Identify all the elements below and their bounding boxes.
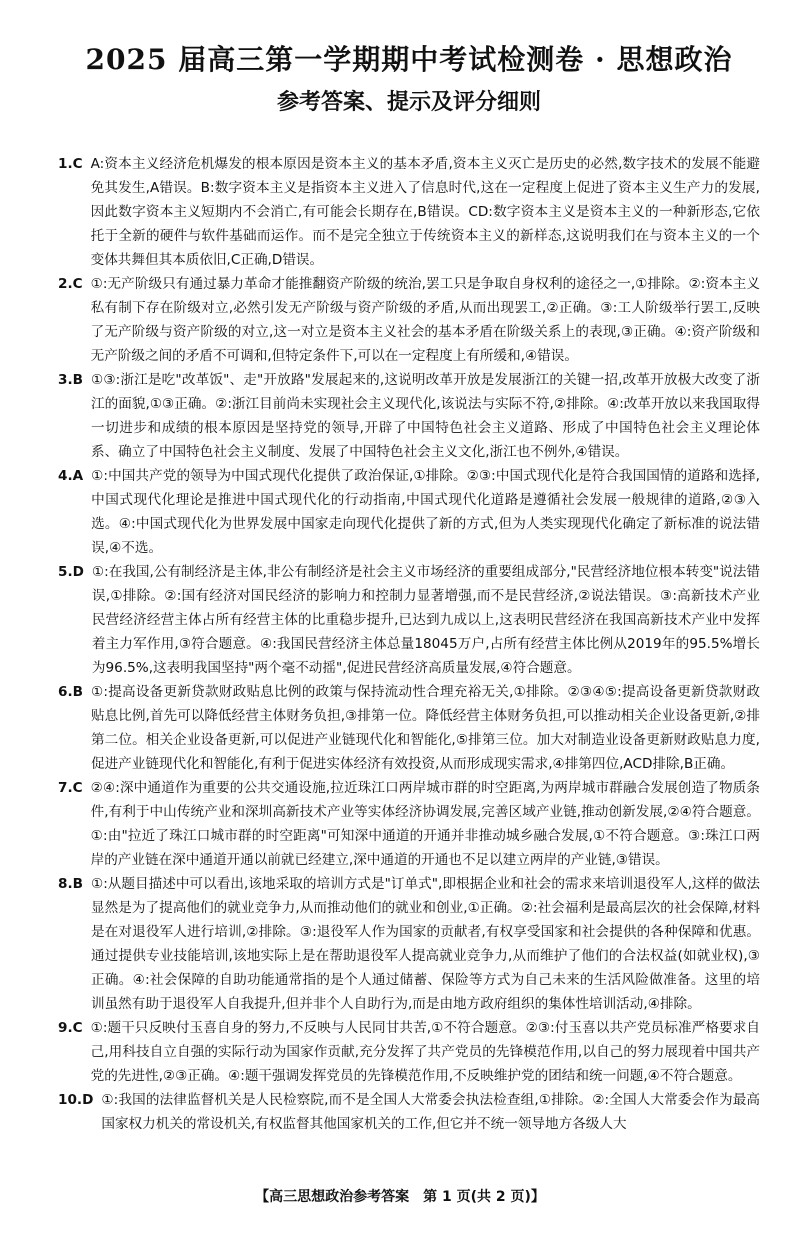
document-subtitle: 参考答案、提示及评分细则 [276, 90, 541, 115]
page-footer: 【高三思想政治参考答案 第 1 页(共 2 页)】 [255, 1189, 545, 1205]
answer-number: 10.D [58, 1092, 94, 1108]
answer-number: 4.A [58, 468, 84, 484]
answer-explanation: A:资本主义经济危机爆发的根本原因是资本主义的基本矛盾,资本主义灭亡是历史的必然,数字技术的发展不能避免其发生,A错误。B:数字资本主义是指资本主义进入了信息时代,这在一定程度上促进了资本主义生产力的发展,因此数字资本主义短期内不会消亡,有可能会长期存在,B错误。CD:数字资本主义是资本主义的一种新形态,它依托于全新的硬件与软件基础而运作。而不是完全独立于传统资本主义的新样态,这说明我们在与资本主义的一个变体共舞但其本质依旧,C正确,D错误。 [90, 156, 760, 268]
answer-item [58, 1016, 760, 1088]
answer-number: 8.B [58, 876, 83, 892]
answer-item [58, 464, 760, 560]
answer-item [58, 680, 760, 776]
answer-number: 7.C [58, 780, 83, 796]
answer-explanation: ①:中国共产党的领导为中国式现代化提供了政治保证,①排除。②③:中国式现代化是符合我国国情的道路和选择,中国式现代化理论是推进中国式现代化的行动指南,中国式现代化道路是遵循社会发展一般规律的道路,②③入选。④:中国式现代化为世界发展中国家走向现代化提供了新的方式,但为人类实现现代化确定了新标准的说法错误,④不选。 [91, 468, 760, 556]
answer-number: 9.C [58, 1020, 83, 1036]
answer-explanation: ①:从题目描述中可以看出,该地采取的培训方式是"订单式",即根据企业和社会的需求来培训退役军人,这样的做法显然是为了提高他们的就业竞争力,从而推动他们的就业和创业,①正确。②:社会福利是最高层次的社会保障,材料是在对退役军人进行培训,②排除。③:退役军人作为国家的贡献者,有权享受国家和社会提供的各种保障和优惠。通过提供专业技能培训,该地实际上是在帮助退役军人提高就业竞争力,从而维护了他们的合法权益(如就业权),③正确。④:社会保障的自助功能通常指的是个人通过储蓄、保险等方式为自己未来的生活风险做准备。这里的培训虽然有助于退役军人自我提升,但并非个人自助行为,而是由地方政府组织的集体性培训活动,④排除。 [90, 876, 760, 1012]
answer-item [58, 1088, 760, 1136]
answer-item [58, 560, 760, 680]
answer-item [58, 152, 760, 272]
answer-explanation: ①:无产阶级只有通过暴力革命才能推翻资产阶级的统治,罢工只是争取自身权利的途径之一,①排除。②:资本主义私有制下存在阶级对立,必然引发无产阶级与资产阶级的矛盾,从而出现罢工,②正确。③:工人阶级举行罢工,反映了无产阶级与资产阶级的对立,这一对立是资本主义社会的基本矛盾在阶级关系上的表现,③正确。④:资产阶级和无产阶级之间的矛盾不可调和,但特定条件下,可以在一定程度上有所缓和,④错误。 [90, 276, 760, 364]
answer-item [58, 872, 760, 1016]
answer-item [58, 776, 760, 872]
answer-item [58, 368, 760, 464]
answer-list [58, 152, 760, 1136]
answer-number: 3.B [58, 372, 83, 388]
answer-number: 5.D [58, 564, 84, 580]
answer-explanation: ①:我国的法律监督机关是人民检察院,而不是全国人大常委会执法检查组,①排除。②:全国人大常委会作为最高国家权力机关的常设机关,有权监督其他国家机关的工作,但它并不统一领导地方各级人大 [101, 1092, 760, 1132]
document-title: 2025 届高三第一学期期中考试检测卷 · 思想政治 [85, 43, 733, 76]
answer-number: 2.C [58, 276, 83, 292]
answer-explanation: ①:在我国,公有制经济是主体,非公有制经济是社会主义市场经济的重要组成部分,"民营经济地位根本转变"说法错误,①排除。②:国有经济对国民经济的影响力和控制力显著增强,而不是民营经济,②说法错误。③:高新技术产业民营经济经营主体占所有经营主体的比重稳步提升,已达到九成以上,这表明民营经济在我国高新技术产业中发挥着主力军作用,③符合题意。④:我国民营经济主体总量18045万户,占所有经营主体比例从2019年的95.5%增长为96.5%,这表明我国坚持"两个毫不动摇",促进民营经济高质量发展,④符合题意。 [91, 564, 760, 676]
answer-explanation: ②④:深中通道作为重要的公共交通设施,拉近珠江口两岸城市群的时空距离,为两岸城市群融合发展创造了物质条件,有利于中山传统产业和深圳高新技术产业等实体经济协调发展,完善区域产业链,推动创新发展,②④符合题意。①:由"拉近了珠江口城市群的时空距离"可知深中通道的开通并非推动城乡融合发展,①不符合题意。③:珠江口两岸的产业链在深中通道开通以前就已经建立,深中通道的开通也不足以建立两岸的产业链,③错误。 [90, 780, 760, 868]
answer-number: 1.C [58, 156, 83, 172]
answer-explanation: ①:提高设备更新贷款财政贴息比例的政策与保持流动性合理充裕无关,①排除。②③④⑤:提高设备更新贷款财政贴息比例,首先可以降低经营主体财务负担,③排第一位。降低经营主体财务负担,可以推动相关企业设备更新,②排第二位。相关企业设备更新,可以促进产业链现代化和智能化,⑤排第三位。加大对制造业设备更新财政贴息力度,促进产业链现代化和智能化,有利于促进实体经济有效投资,从而形成现实需求,④排第四位,ACD排除,B正确。 [90, 684, 760, 772]
answer-number: 6.B [58, 684, 83, 700]
answer-item [58, 272, 760, 368]
answer-explanation: ①:题干只反映付玉喜自身的努力,不反映与人民同甘共苦,①不符合题意。②③:付玉喜以共产党员标准严格要求自己,用科技自立自强的实际行动为国家作贡献,充分发挥了共产党员的先锋模范作用,以自己的努力展现着中国共产党的先进性,②③正确。④:题干强调发挥党员的先锋模范作用,不反映维护党的团结和统一问题,④不符合题意。 [90, 1020, 760, 1084]
answer-explanation: ①③:浙江是吃"改革饭"、走"开放路"发展起来的,这说明改革开放是发展浙江的关键一招,改革开放极大改变了浙江的面貌,①③正确。②:浙江目前尚未实现社会主义现代化,该说法与实际不符,②排除。④:改革开放以来我国取得一切进步和成绩的根本原因是坚持党的领导,开辟了中国特色社会主义道路、形成了中国特色社会主义理论体系、确立了中国特色社会主义制度、发展了中国特色社会主义文化,浙江也不例外,④错误。 [90, 372, 760, 460]
